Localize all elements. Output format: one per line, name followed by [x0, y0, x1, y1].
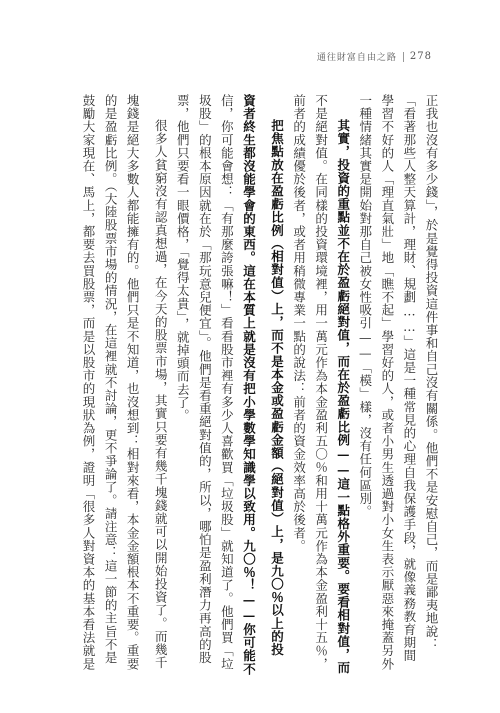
text-column: 不是絕對值。在同樣的投資環境裡，用一萬元作為本金盈利五〇％和用十萬元作為本金盈利十五％，: [313, 94, 329, 671]
text-column: 其實，投資的重點並不在於盈虧絕對值，而在於盈虧比例——這一點格外重要。要看相對值，而: [335, 119, 351, 675]
text-column: 票，他們只要看一眼價格，「覺得太貴」，就掉頭而去了。: [175, 94, 191, 423]
body-text: [80, 94, 440, 678]
text-column: 圾股」的根本原因就在於「那玩意兒便宜」。他們是看重絕對值的，所以，哪怕是盈利潛力再高的股: [197, 94, 213, 665]
text-column: 很多人貧窮沒有認真想過，在今天的股票市場，其實只要有幾千塊錢就可以開始投資了。而幾千: [153, 119, 169, 670]
text-column: 學習不好的人「理直氣壯」地「瞧不起」學習好的人，或者小男生透過對小女生表示厭惡來掩蓋另外: [379, 94, 395, 671]
text-column: 一種情緒其實是開始對那自己被女性吸引——「模」樣，沒有任何區別。: [357, 94, 373, 519]
text-column: 資者終生都沒能學會的東西。這在本質上就是沒有把小學數學知識學以致用。九〇％！——你可能不: [241, 94, 257, 676]
text-column: 正我也沒有多少錢」，於是覺得投資這件事和自己沒有關係。他們不是安慰自己，而是鄙夷地說：: [423, 94, 439, 652]
page-header: [317, 50, 432, 63]
text-column: 鼓勵大家現在、馬上，都要去買股票，而是以股市的現狀為例，證明「很多人對資本的基本看法就是: [81, 94, 96, 671]
text-column: 塊錢是絕大多數人都能擁有的。他們只是不知道，也沒想到：相對來看，本金金額根本不重要。重要: [125, 94, 141, 671]
running-title: 通往財富自由之路: [316, 53, 397, 63]
text-column: 「看著那些人整天算計，理財、規劃……」這是一種常見的心理自我保護手段，就像義務教育期間: [401, 94, 417, 663]
page-number: 278: [409, 51, 432, 62]
text-column: 把焦點放在盈虧比例（相對值）上，而不是本金或盈虧金額（絕對值）上，是九〇％以上的投: [269, 119, 285, 657]
text-column: 信，你可能會想：「有那麼誇張嘛！」看看股市裡有多少人喜歡買「垃圾股」就知道了。他們買「垃: [219, 94, 235, 671]
text-column: 前者的成績優於後者，或者用稍微專業一點的說法：前者的資金效率高於後者。: [291, 94, 307, 553]
text-column: 的是盈虧比例。（大陸股票市場的情況，在這裡就不討論，更不爭論了。請注意：這一節的主旨不是: [103, 94, 119, 665]
header-divider: [403, 52, 404, 62]
